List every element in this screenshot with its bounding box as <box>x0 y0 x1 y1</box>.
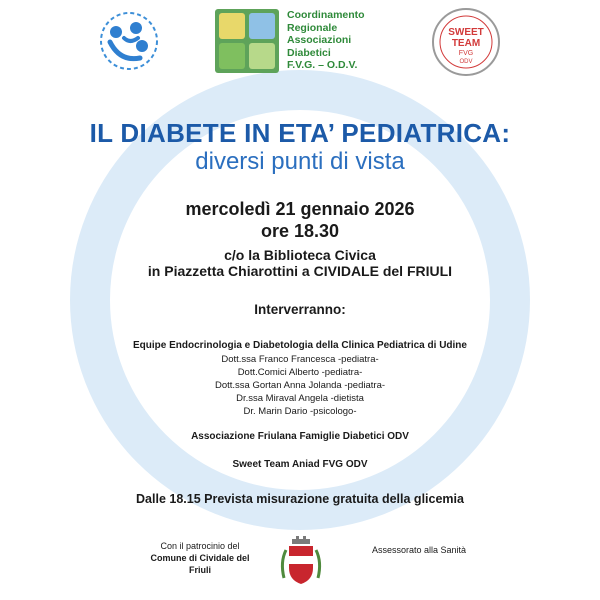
speaker-3: Dott.ssa Gortan Anna Jolanda -pediatra- <box>214 380 386 391</box>
speaker-1: Dott.ssa Franco Francesca -pediatra- <box>221 354 379 365</box>
sweet-team-logo <box>430 6 502 78</box>
patronage-line-1: Con il patrocinio del <box>160 541 240 551</box>
odv-text: ODV <box>459 59 473 65</box>
coat-of-arms-icon <box>278 534 324 590</box>
team-text: TEAM <box>451 38 481 49</box>
association-1: Associazione Friulana Famiglie Diabetici ODV <box>191 431 409 442</box>
speakers-heading: Interverranno: <box>254 302 346 317</box>
patronage-line-3: Friuli <box>189 565 211 575</box>
speaker-5: Dr. Marin Dario -psicologo- <box>243 406 357 417</box>
clinic-name: Equipe Endocrinologia e Diabetologia della Clinica Pediatrica di Udine <box>133 340 467 351</box>
coordinamento-logo <box>215 9 380 77</box>
association-2: Sweet Team Aniad FVG ODV <box>232 459 368 470</box>
sweet-text: SWEET <box>448 27 484 38</box>
venue-line-2: in Piazzetta Chiarottini a CIVIDALE del FRIULI <box>147 263 453 279</box>
speaker-2: Dott.Comici Alberto -pediatra- <box>237 367 363 378</box>
association-logo-left <box>96 8 162 74</box>
coordinamento-line-2: Regionale <box>287 21 338 34</box>
fvg-text: FVG <box>458 50 474 57</box>
speaker-4: Dr.ssa Miraval Angela -dietista <box>236 393 364 404</box>
coordinamento-line-4: Diabetici <box>287 46 331 59</box>
patronage-line-2: Comune di Cividale del <box>150 553 250 563</box>
coordinamento-line-1: Coordinamento <box>287 9 365 21</box>
patronage-block <box>130 540 270 576</box>
coordinamento-line-5: F.V.G. – O.D.V. <box>287 59 358 71</box>
glycemia-notice: Dalle 18.15 Prevista misurazione gratuita della glicemia <box>136 492 464 506</box>
event-subtitle: diversi punti di vista <box>195 148 405 175</box>
event-title: IL DIABETE IN ETA’ PEDIATRICA: <box>89 118 511 148</box>
coordinamento-line-3: Associazioni <box>287 34 352 46</box>
event-time: ore 18.30 <box>260 221 340 241</box>
venue-line-1: c/o la Biblioteca Civica <box>224 247 376 263</box>
assessorato-label: Assessorato alla Sanità <box>372 545 467 555</box>
puzzle-icon <box>215 9 279 73</box>
event-date: mercoledì 21 gennaio 2026 <box>185 199 415 219</box>
